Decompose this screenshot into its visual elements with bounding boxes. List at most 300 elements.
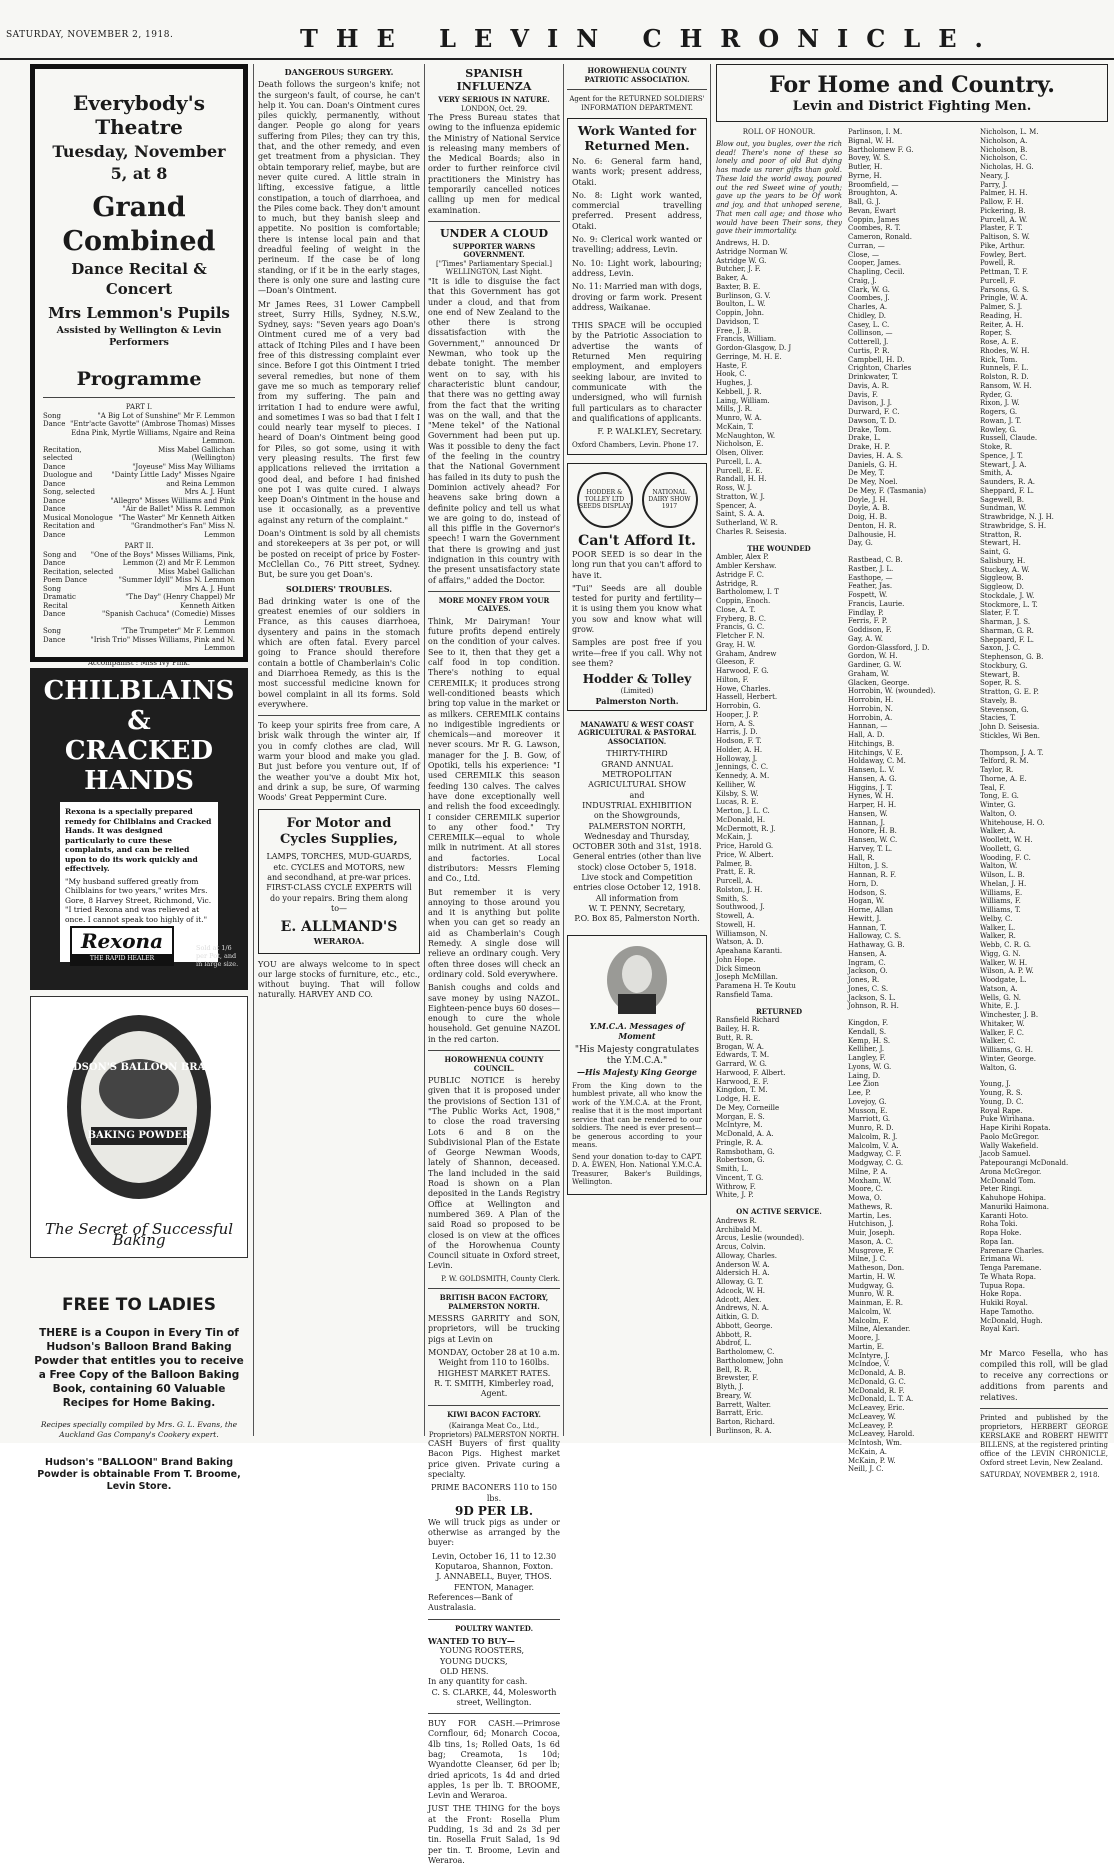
roll-name: McLeavey, Eric. [848,1404,905,1412]
column-3 [428,64,560,1865]
ymca-send: Send your donation to-day to CAPT. D. A. EWEN, Hon. National Y.M.C.A. Treasurer, Baker's Buildings, Wellington. [572,1152,702,1187]
roll-name: Royal Rape. [980,1106,1023,1115]
roll-name: Joseph McMillan. [716,973,778,982]
free-to-ladies-advert [30,1294,248,1493]
roll-name: Clark, W. G. [848,285,890,294]
roll-name: Kingdon, T. M. [716,1086,768,1095]
event-title: Grand Combined [62,192,216,257]
bacon-prices: HIGHEST MARKET RATES. [437,1368,551,1378]
roll-name: Rowan, J. T. [980,416,1022,425]
seeds-firm: Hodder & Tolley [582,672,692,687]
programme-item: Recitation, selected Miss Mabel Gallichan [43,567,235,576]
roll-name: McDermott, R. J. [716,824,776,833]
rexona-logo: Rexona THE RAPID HEALER [70,926,174,966]
column-rule [710,64,711,1436]
roll-name: Davis, F. [848,390,879,399]
roll-name: Munro, W. A. [716,414,762,422]
roll-name: Stratton, R. [980,530,1022,539]
roll-name: Graham, Andrew [716,649,777,658]
roll-name: Pringle, R. A. [716,1138,764,1147]
roll-name: Abdrof, L. [716,1339,752,1348]
roll-name: McDonald, R. F. [848,1386,905,1395]
roll-name: Salisbury, H. [980,556,1026,565]
surgery-para: Death follows the surgeon's knife; not the surgeon's fault, of course, he can't help it. You can. Doan's Ointment cures piles quickly, permanently, without danger. People go along for years suffering from Piles; they can try this, that, and the other remedy, and even get treatment from a physician. They obtain temporary relief, maybe, but are never quite cured. A little strain in lifting, excessive fatigue, a little constipation, a touch of diarrhoea, and the Piles come back. They don't amount to much, but they banish sleep and appetite. No position is comfortable; there is intense local pain and that dreadful feeling of weight in the perineum. If the case be of long standing, or if it be in the early stages, there is only one sure and lasting cure—Doan's Ointment. [258,80,421,296]
roll-name: Stowell, H. [716,920,756,929]
roll-name: Aldersich H. A. [716,1269,770,1278]
roll-name: Ambler, Alex P. [716,553,769,562]
roll-name: Musgrove, F. [848,1246,894,1255]
kiwi-buyer: J. ANNABELL, Buyer, THOS. FENTON, Manager. [436,1572,552,1592]
programme-item: Recitation, selected Miss Mabel Gallichan (Wellington) [43,445,235,462]
roll-name: Kingdon, F. [848,1019,889,1027]
roll-name: Mudgway, G. [848,1281,894,1290]
show-line: THIRTY-THIRD [606,749,668,759]
balloon-brand: HUDSON'S BALLOON BRAND [54,1062,224,1073]
roll-name: Drake, L. [848,434,881,443]
roll-name: Abbott, George. [716,1321,773,1330]
roll-name: Jacob Samuel. [980,1150,1031,1159]
roll-name: Martin, E. [848,1342,885,1351]
roll-name: Sutherland, W. R. [716,519,778,527]
roll-name: Walker, W. H. [980,958,1028,967]
roll-name: Francis, Laurie. [848,599,905,608]
roll-name: Hansen, W. C. [848,836,898,844]
roll-name: Lodge, H. E. [716,1095,761,1103]
roll-name: Whitehouse, H. O. [980,818,1045,827]
programme-item: Song, selected Mrs A. J. Hunt [43,488,235,496]
roll-name: McDonald, L. T. A. [848,1395,914,1404]
roll-name: Telford, R. M. [980,757,1029,766]
roll-name: Harwood, F. Albert. [716,1068,786,1077]
active-names [716,1217,842,1436]
programme-item: Dance "Joyeuse" Miss May Williams [43,462,235,471]
programme-heading: Programme [76,368,202,390]
roll-name: Curtis, P. R. [848,346,890,355]
roll-name: Neill, J. C. [848,1465,884,1474]
roll-name: Hitchings, B. [848,739,895,748]
roll-name: Plaster, F. T. [980,224,1023,233]
roll-name: Kilsby, S. W. [716,789,759,798]
roll-name: Abbott, R. [716,1330,752,1339]
roll-name: Winter, G. [980,801,1016,809]
roll-name: McIntyre, M. [716,1121,763,1130]
seeds-badge: HODDER & TOLLEY LTD SEEDS DISPLAY [577,472,633,528]
programme-item: Dance "Spanish Cachuca" (Comedie) Misses Lemmon [43,610,235,627]
list-item: YOUNG DUCKS, [440,1656,508,1666]
roll-name: Stowell, A. [716,912,755,920]
roll-name: Horrobin, A. [848,713,893,722]
roll-name: Reading, H. [980,311,1023,320]
roll-name: Southwood, J. [716,903,765,912]
roll-name: Williams, E. [980,888,1023,897]
roll-name: Horrobin, N. [848,704,893,713]
roll-name: Hynes, W. H. [848,792,894,801]
programme-item: Dance "Entr'acte Gavotte" (Ambrose Thomas) Misses Edna Pink, Myrtle Williams, Ngaire and Reina Lemmon. [43,420,235,445]
roll-name: Breary, W. [716,1391,752,1400]
roll-name: Munro, W. R. [848,1290,895,1299]
seeds-town: Palmerston North. [595,695,679,706]
roll-name: Stuckey, A. W. [980,565,1030,574]
roll-name: Walton, G. [980,1063,1017,1072]
column-1 [30,64,248,1492]
show-line: INDUSTRIAL EXHIBITION [582,800,692,810]
roll-name: Gray, H. W. [716,640,756,649]
roll-name: Casey, L. C. [848,320,890,329]
programme-item: Song and Dance "One of the Boys" Misses Williams, Pink, Lemmon (2) and Mr F. Lemmon [43,550,235,567]
programme-item: Musical Monologue "The Waster" Mr Kenneth Aitken [43,513,235,522]
rexona-price: Sold at 1/6 per Pot, and in large size. [196,944,239,968]
roll-name: Ropa Hoke. [980,1229,1022,1237]
peppermint-verse: To keep your spirits free from care, A brisk walk through the winter air, If you in comfy clothes are clad, Will warm your blood and make you glad. But just before you venture out, If of the weather you've a doubt Mix hot, and drink a sup, be sure, Of warming Woods' Great Peppermint Cure. [258,721,420,803]
roll-name: Hansen, W. [848,809,888,818]
roll-name: Munro, R. D. [848,1124,894,1132]
wounded-names [716,553,842,999]
divider [428,591,560,592]
roll-name: Price, W. Albert. [716,850,774,859]
masthead [0,0,1114,60]
broome-thing-advert: JUST THE THING for the boys at the Front: Rosella Plum Pudding, 1s 3d and 2s 3d per tin. Rosella Fruit Salad, 1s 9d per tin. T. Broome, Levin and Weraroa. [428,1804,560,1865]
roll-name: Hitchings, V. E. [848,748,903,757]
roll-name: Harwood, F. G. [716,667,769,675]
kiwi-subhead: (Kairanga Meat Co., Ltd., Proprietors) PALMERSTON NORTH. [428,1422,560,1439]
roll-name: Pickering, B. [980,206,1026,215]
roll-name: Hathaway, G. B. [848,941,905,949]
roll-name: Boulton, L. W. [716,300,766,309]
roll-name: Stephenson, G. B. [980,653,1044,661]
roll-name: Harvey, T. L. [848,844,893,853]
roll-name: Rowley, G. [980,425,1017,434]
roll-name: Walker, C. [980,1037,1016,1046]
seeds-advert [567,463,707,711]
roll-name: Hansen, A. G. [848,774,897,783]
roll-name: Madgway, C. F. [848,1150,902,1159]
roll-name: Williams, T. [980,906,1021,914]
broome-cash-advert: BUY FOR CASH.—Primrose Cornflour, 6d; Monarch Cocoa, 4lb tins, 1s; Rolled Oats, 1s 6d bag; Creamota, 1s 10d; Wyandotte Cleanser, 6d per lb; dried apricots, 1s 4d and dried apples, 1s per lb. T. BROOME, Levin and Weraroa. [428,1719,560,1801]
roll-name: Ryder, G. [980,390,1013,399]
allmand-name: E. ALLMAND'S [280,919,398,936]
roll-name: Nicholson, C. [980,154,1028,163]
allmand-advert [258,809,420,953]
roll-name: Coppin, John. [716,309,764,317]
roll-name: Coombes, J. [848,294,890,303]
roll-name: Strawbridge, N. J. H. [980,513,1054,521]
roll-name: Gordon-Glasgow, D. J [716,344,792,352]
roll-name: Bevan, Ewart [848,206,896,215]
roll-name: Astridge W. G. [716,256,767,265]
patriotic-agent: Agent for the RETURNED SOLDIERS' INFORMATION DEPARTMENT. [569,95,705,112]
roll-name: Lee, P. [848,1089,871,1097]
programme-item: Song Mrs A. J. Hunt [43,584,235,593]
roll-name: Parenare Charles. [980,1246,1045,1255]
roll-name: Astridge Norman W. [716,247,788,256]
roll-name: Ferris, F. P. [848,617,888,626]
roll-name: Hughes, J. [716,379,753,387]
roll-name: Woollett, G. [980,844,1022,853]
roll-name: Chapling, Cecil. [848,268,905,276]
roll-name: McDonald, G. C. [848,1377,906,1386]
roll-name: Close, — [848,250,879,259]
allmand-town: WERAROA. [313,936,365,947]
roll-name: McLeavey, Harold. [848,1430,915,1439]
work-wanted-heading: Work Wanted for Returned Men. [577,123,697,153]
roll-name: Walker, F. C. [980,1028,1024,1037]
roll-name: Jones, C. S. [848,984,889,993]
roll-name: Milne, J. C. [848,1255,887,1264]
roll-name: Randall, H. H. [716,475,767,484]
roll-name: Rastbead, C. B. [848,556,903,564]
divider [428,1288,560,1289]
roll-name: Stratton, G. E. P. [980,688,1039,696]
programme-part-two [43,551,235,653]
roll-name: Reiter, A. H. [980,320,1024,329]
programme-item: Dance "Allegro" Misses Williams and Pink [43,496,235,505]
roll-name: Astridge F. C. [716,570,764,579]
roll-names-dead [848,128,974,548]
roll-name: McDonald Tom. [980,1176,1036,1185]
roll-name: Martin, H. W. [848,1272,896,1281]
roll-name: Butt, R. R. [716,1033,753,1042]
roll-name: Siggleow, B. [980,574,1024,583]
rexona-headline: CHILBLAINS & [43,676,235,736]
roll-col-2 [848,128,974,1480]
roll-name: Langley, F. [848,1054,886,1062]
roll-name: Arcus, Leslie (wounded). [716,1234,805,1243]
roll-name: Collinson, — [848,329,893,338]
roll-name: Astridge, R. [716,579,759,588]
active-heading: ON ACTIVE SERVICE. [736,1207,822,1216]
ymca-advert [567,935,707,1195]
theatre-date: Tuesday, November 5, at 8 [52,142,226,183]
roll-name: Powell, R. [980,259,1016,268]
roll-name: Purcell, A. [716,877,753,885]
roll-name: Ross, W. J. [716,484,753,492]
roll-name: Malcolm, W. [848,1307,892,1316]
roll-name: Brogan, W. A. [716,1042,765,1051]
roll-name: Bartholomew, John [716,1356,784,1365]
roll-name: Andrews R. [716,1216,757,1225]
column-4 [567,64,707,1436]
roll-name: Nicholson, L. M. [980,128,1039,136]
roll-name: Hannan, — [848,722,888,731]
roll-name: Rastber, J. L. [848,564,894,573]
returned-names [980,1080,1108,1334]
rexona-advert [30,668,248,990]
column-rule [253,64,254,1436]
roll-name: Kendall, S. [848,1027,887,1036]
influenza-body: The Press Bureau states that owing to the influenza epidemic the Ministry of National Service is releasing many members of the Medical Boards; also in order to further reinforce civil practitioners the Ministry has temporarily cancelled notices calling up men for medical examination. [428,113,560,215]
kiwi-dates: Levin, October 16, 11 to 12.30 Koputaroa, Shannon, Foxton. [431,1551,557,1572]
roll-name: Stevenson, G. [980,705,1029,714]
roll-name: McDonald, Hugh. [980,1316,1043,1325]
allmand-heading: For Motor and Cycles Supplies, [280,816,398,848]
roll-name: Manuriki Haimona. [980,1202,1049,1211]
roll-name: Lyons, W. G. [848,1062,892,1071]
poultry-signature: C. S. CLARKE, 44, Molesworth street, Wellington. [431,1687,557,1707]
roll-name: Hall, R. [848,853,875,862]
roll-name: Walton, O. [980,809,1017,818]
returned-heading: RETURNED [755,1006,803,1016]
roll-name: Francis, G. C. [716,623,765,632]
roll-name: Brewster, F. [716,1374,759,1383]
ymca-heading: Y.M.C.A. Messages of Moment [589,1020,685,1042]
roll-name: Price, Harold G. [716,842,774,850]
roll-name: Strawbridge, S. H. [980,521,1047,530]
roll-name: Nicholson, E. [716,440,764,449]
roll-name: Higgins, J. T. [848,783,893,792]
roll-name: Bartholomew F. G. [848,145,914,154]
programme-item: Dramatic Recital "The Day" (Henry Chappel) Mr Kenneth Aitken [43,593,235,610]
roll-name: Saint, G. [980,548,1011,556]
calves-heading: MORE MONEY FROM YOUR CALVES. [438,595,550,614]
roll-name: Wells, G. N. [980,993,1021,1002]
ymca-attribution: —His Majesty King George [577,1067,697,1078]
roll-name: Holder, A. H. [716,745,763,754]
roll-name: Moore, J. [848,1334,881,1342]
calves-body: Think, Mr Dairyman! Your future profits depend entirely on the condition of your calves. See to it, then that they get a calf food in top condition. There's nothing to equal CEREMILK; it produces strong well-conditioned beasts which bring top value in the market or as milkers. CEREMILK contains no indigestible ingredients or chemicals—and moreover it never scours. Mr R. G. Lawson, manager for the J. B. Gow, of Opotiki, tells his experience: "I used CEREMILK this season feeding 130 calves. The calves have done exceptionally well and relish the food exceedingly. I consider CEREMILK superior to any other food." Try CEREMILK—equal to whole milk in nutriment. At all stores and factories. Local distributors: Messrs Fleming and Co., Ltd. [428,616,560,884]
roll-name: Moore, C. [848,1185,883,1194]
roll-name: Winchester, J. B. [980,1011,1039,1019]
roll-name: Howe, Charles. [716,684,771,693]
roll-name: Fletcher F. N. [716,632,765,640]
roll-banner [716,64,1108,122]
roll-name: Te Whata Ropa. [980,1272,1036,1281]
roll-name: Webb, C. R. G. [980,941,1032,949]
roll-names-dead [716,239,842,537]
seeds-body: POOR SEED is so dear in the long run that you can't afford to have it. [572,549,702,580]
council-heading: HOROWHENUA COUNTY COUNCIL. [444,1055,544,1073]
patriotic-heading: HOROWHENUA COUNTY PATRIOTIC ASSOCIATION. [584,66,690,84]
roll-name: Alloway, G. T. [716,1278,764,1286]
roll-name: Doyle, J. H. [848,495,888,504]
roll-name: Mathews, R. [848,1202,893,1211]
roll-name: Musson, E. [848,1106,888,1115]
patriotic-space: THIS SPACE will be occupied by the Patriotic Association to advertise the wants of Returned Men requiring employment, and employers seeking labour, are invited to communicate with the undersigned, who will furnish full particulars as to character and qualifications of applicants. [572,321,702,423]
council-signature: P. W. GOLDSMITH, County Clerk. [441,1274,560,1283]
divider [428,1405,560,1406]
roll-name: McLeavey, W. [848,1412,896,1421]
roll-name: Curran, — [848,241,885,250]
imprint: Printed and published by the proprietors, HERBERT GEORGE KERSLAKE and ROBERT HEWITT BILLENS, at the registered printing office of the LEVIN CHRONICLE, Oxford street Levin, New Zealand. [980,1414,1108,1467]
roll-name: Hassell, Herbert. [716,693,778,702]
roll-name: Parry, J. [980,180,1008,189]
kiwi-price: 9D PER LB. [454,1503,533,1518]
roll-name: Hannan, J. [848,818,885,827]
influenza-subhead: VERY SERIOUS IN NATURE. [438,95,550,104]
roll-name: Burlinson, G. V. [716,291,771,300]
roll-name: Williamson, N. [716,929,768,938]
roll-name: Dick Simeon [716,964,761,973]
roll-name: Nicholas, H. G. [980,163,1034,171]
roll-name: Whitaker, W. [980,1019,1025,1028]
roll-name: Peter Ringi. [980,1185,1023,1194]
ymca-quote: "His Majesty congratulates the Y.M.C.A." [574,1045,700,1067]
roll-name: Campbell, H. D. [848,355,905,364]
free-obtainable: Hudson's "BALLOON" Brand Baking Powder is obtainable From T. Broome, Levin Store. [37,1457,241,1492]
roll-name: Ball, G. J. [848,198,881,206]
surgery-para: Doan's Ointment is sold by all chemists and storekeepers at 3s per pot, or will be posted on receipt of price by Foster-McClellan Co., 76 Pitt street, Sydney. But, be sure you get Doan's. [258,529,420,580]
roll-name: John Hope. [716,955,756,964]
roll-name: McDonald, H. [716,815,766,824]
paper-title: THE LEVIN CHRONICLE. [300,24,1001,53]
free-body: THERE is a Coupon in Every Tin of Hudson's Balloon Brand Baking Powder that entitles you to receive a Free Copy of the Balloon Baking Book, containing 60 Valuable Recipes for Home Baking. [34,1327,244,1409]
king-portrait-illustration [572,940,702,1018]
roll-name: Malcolm, R. J. [848,1132,898,1141]
roll-name: Sheppard, F. L. [980,486,1034,495]
show-heading: MANAWATU & WEST COAST AGRICULTURAL & PASTORAL ASSOCIATION. [578,719,696,746]
roll-name: Lucas, R. E. [716,798,759,807]
roll-name: Andrews, N. A. [716,1304,769,1313]
roll-name: Byrne, H. [848,171,882,180]
show-advert [567,721,707,925]
roll-name: Hook, C. [716,370,747,379]
roll-name: Sharman, G. R. [980,626,1034,635]
roll-name: Hannan, R. F. [848,871,897,879]
roll-of-honour-section [716,64,1108,1479]
seeds-ltd: (Limited) [620,687,654,696]
roll-name: Davis, A. R. [848,381,890,390]
roll-name: Neary, J. [980,171,1010,180]
roll-name: Broomfield, — [848,180,899,189]
compiler-note: Mr Marco Fesella, who has compiled this roll, will be glad to receive any corrections or additions from parents and relatives. [980,1349,1108,1402]
roll-name: De Mey, Corneille [716,1103,780,1112]
roll-name: Teal, F. [980,783,1006,792]
roll-name: Free, J. B. [716,326,752,335]
roll-name: Patepourangi McDonald. [980,1159,1069,1167]
roll-name: Hutchison, J. [848,1220,894,1229]
roll-name: Drinkwater, T. [848,373,898,381]
poultry-heading: POULTRY WANTED. [454,1623,534,1633]
roll-names-dead [980,128,1108,741]
roll-name: Broughton, A. [848,189,898,198]
pupils-line: Mrs Lemmon's Pupils [48,304,230,322]
roll-name: Slater, F. T. [980,609,1020,618]
roll-name: Craig, J. [848,276,877,285]
roll-name: John D. Seisesia. [980,723,1040,731]
roll-name: Runnels, F. L. [980,364,1029,373]
seed-badges [572,472,702,528]
roll-name: Barrett, Walter. [716,1400,771,1409]
roll-name: Siggleow, D. [980,583,1024,591]
roll-name: Watson, A. [980,984,1018,993]
council-body: PUBLIC NOTICE is hereby given that it is proposed under the provisions of Section 131 of "The Public Works Act, 1908," to close the road traversing Lots 6 and 8 on the Subdivisional Plan of the Estate of George Newman Woods, lately of Shannon, deceased. The land included in the said Road is shown on a Plan deposited in the Lands Registry Office at Wellington and numbered 369. A Plan of the said Road so proposed to be closed is on view at the offices of the Horowhenua County Council situate in Oxford street, Levin. [428,1076,560,1271]
roll-name: Williams, G. H. [980,1046,1034,1054]
roll-name: Gordon-Glassford, J. D. [848,643,930,652]
divider [980,1408,1108,1409]
work-item: No. 8: Light work wanted, commercial travelling preferred. Present address, Otaki. [572,190,702,231]
theatre-advert [30,64,248,667]
roll-name: Hodson, F. T. [716,737,762,745]
roll-name: Daniels, G. H. [848,460,898,469]
roll-name: Hodson, S. [848,888,887,897]
roll-name: Matheson, Don. [848,1264,905,1272]
bacon-weight: Weight from 110 to 160lbs. [438,1358,550,1368]
roll-name: Stewart, H. [980,539,1021,548]
roll-name: Kebbell, J. R. [716,387,762,396]
roll-heading: ROLL OF HONOUR. [742,128,816,136]
roll-name: Pratt, E. R. [716,868,756,877]
ymca-body: From the King down to the humblest private, all who know the work of the Y.M.C.A. at the Front, realise that it is the most important service that can be rendered to our soldiers. The need is ever present—be generous according to your means. [572,1081,702,1150]
roll-name: Mason, A. C. [848,1237,893,1246]
roll-name: Mainman, E. R. [848,1299,903,1307]
roll-name: Marriott, G. [848,1115,891,1124]
roll-name: Muir, Joseph. [848,1229,895,1237]
programme-item: Duologue and Dance "Dainty Little Lady" Misses Ngaire and Reina Lemmon [43,471,235,488]
roll-name: Baxter, B. E. [716,282,761,291]
roll-name: Roper, S. [980,329,1012,338]
roll-name: De Mey, T. [848,469,885,478]
roll-name: De Mey, Noel. [848,478,898,486]
roll-name: Laing, William. [716,396,770,405]
